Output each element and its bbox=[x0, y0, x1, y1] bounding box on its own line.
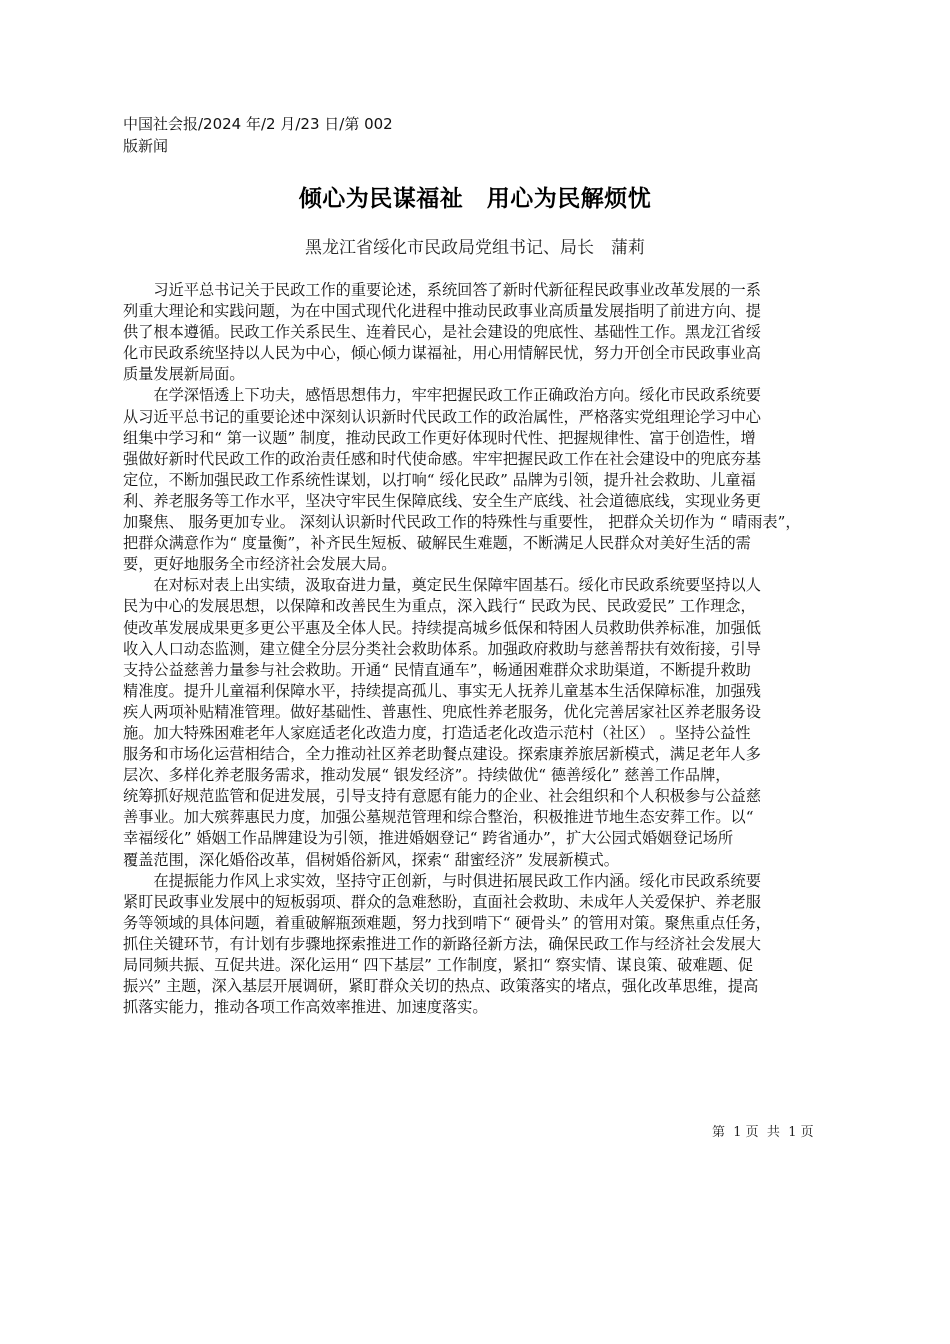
article-title: 倾心为民谋福祉 用心为民解烦忧 bbox=[298, 186, 652, 212]
article-byline: 黑龙江省绥化市民政局党组书记、局长 蒲莉 bbox=[305, 238, 645, 258]
text-line: 民为中心的发展思想，以保障和改善民生为重点，深入践行“ 民政为民、民政爱民” 工作理念， bbox=[123, 597, 756, 616]
text-line: 使改革发展成果更多更公平惠及全体人民。持续提高城乡低保和特困人员救助供养标准，加强低 bbox=[123, 618, 761, 637]
page-indicator: 第 1 页 共 1 页 bbox=[712, 1125, 814, 1140]
paragraph-4 bbox=[123, 871, 843, 1019]
text-line: 质量发展新局面。 bbox=[123, 365, 245, 384]
text-line: 施。加大特殊困难老年人家庭适老化改造力度，打造适老化改造示范村（社区） 。坚持公益性 bbox=[123, 723, 751, 742]
text-line: 定位，不断加强民政工作系统性谋划，以打响“ 绥化民政” 品牌为引领，提升社会救助、儿童福 bbox=[123, 470, 756, 489]
text-line: 紧盯民政事业发展中的短板弱项、群众的急难愁盼，直面社会救助、未成年人关爱保护、养老服 bbox=[123, 892, 761, 911]
text-line: 加聚焦、 服务更加专业。 深刻认识新时代民政工作的特殊性与重要性， 把群众关切作为 “ 晴雨表”， bbox=[123, 513, 801, 532]
text-line: 收入人口动态监测，建立健全分层分类社会救助体系。加强政府救助与慈善帮扶有效衔接，引导 bbox=[123, 639, 761, 658]
text-line: 在对标对表上出实绩，汲取奋进力量，奠定民生保障牢固基石。绥化市民政系统要坚持以人 bbox=[123, 576, 761, 595]
text-line: 组集中学习和“ 第一议题” 制度，推动民政工作更好体现时代性、把握规律性、富于创造性，增 bbox=[123, 428, 756, 447]
text-line: 善事业。加大殡葬惠民力度，加强公墓规范管理和综合整治，积极推进节地生态安葬工作。以“ bbox=[123, 808, 754, 827]
text-line: 疾人两项补贴精准管理。做好基础性、普惠性、兜底性养老服务，优化完善居家社区养老服务设 bbox=[123, 702, 761, 721]
text-line: 在学深悟透上下功夫，感悟思想伟力，牢牢把握民政工作正确政治方向。绥化市民政系统要 bbox=[123, 386, 761, 405]
text-line: 利、养老服务等工作水平，坚决守牢民生保障底线、安全生产底线、社会道德底线，实现业务更 bbox=[123, 491, 761, 510]
text-line: 层次、多样化养老服务需求，推动发展“ 银发经济”。持续做优“ 德善绥化” 慈善工作品牌， bbox=[123, 766, 731, 785]
text-line: 服务和市场化运营相结合，全力推动社区养老助餐点建设。探索康养旅居新模式，满足老年人多 bbox=[123, 745, 761, 764]
source-line-2: 版新闻 bbox=[123, 137, 169, 155]
text-line: 覆盖范围，深化婚俗改革，倡树婚俗新风，探索“ 甜蜜经济” 发展新模式。 bbox=[123, 850, 619, 869]
text-line: 统筹抓好规范监管和促进发展，引导支持有意愿有能力的企业、社会组织和个人积极参与公益慈 bbox=[123, 787, 761, 806]
text-line: 习近平总书记关于民政工作的重要论述，系统回答了新时代新征程民政事业改革发展的一系 bbox=[123, 281, 761, 299]
paragraph-2 bbox=[123, 385, 843, 575]
text-line: 强做好新时代民政工作的政治责任感和时代使命感。牢牢把握民政工作在社会建设中的兜底夯基 bbox=[123, 449, 761, 468]
paragraph-1 bbox=[123, 280, 843, 385]
text-line: 振兴” 主题，深入基层开展调研，紧盯群众关切的热点、政策落实的堵点，强化改革思维，提高 bbox=[123, 977, 759, 996]
text-line: 支持公益慈善力量参与社会救助。开通“ 民情直通车”，畅通困难群众求助渠道，不断提升救助 bbox=[123, 660, 751, 679]
text-line: 列重大理论和实践问题，为在中国式现代化进程中推动民政事业高质量发展指明了前进方向、提 bbox=[123, 302, 761, 321]
text-line: 抓落实能力，推动各项工作高效率推进、加速度落实。 bbox=[123, 998, 488, 1017]
text-line: 幸福绥化” 婚姻工作品牌建设为引领，推进婚姻登记“ 跨省通办”，扩大公园式婚姻登记场所 bbox=[123, 829, 734, 848]
text-line: 化市民政系统坚持以人民为中心，倾心倾力谋福祉，用心用情解民忧，努力开创全市民政事业高 bbox=[123, 344, 761, 363]
text-line: 要，更好地服务全市经济社会发展大局。 bbox=[123, 555, 397, 574]
text-line: 从习近平总书记的重要论述中深刻认识新时代民政工作的政治属性，严格落实党组理论学习中心 bbox=[123, 407, 761, 426]
source-citation bbox=[123, 113, 423, 157]
article-body bbox=[123, 280, 843, 1018]
text-line: 在提振能力作风上求实效，坚持守正创新，与时俱进拓展民政工作内涵。绥化市民政系统要 bbox=[123, 871, 761, 890]
source-line-1: 中国社会报/2024 年/2 月/23 日/第 002 bbox=[123, 115, 393, 133]
text-line: 供了根本遵循。民政工作关系民生、连着民心，是社会建设的兜底性、基础性工作。黑龙江省绥 bbox=[123, 323, 761, 342]
text-line: 务等领域的具体问题，着重破解瓶颈难题，努力找到啃下“ 硬骨头” 的管用对策。聚焦重点任务， bbox=[123, 913, 771, 932]
text-line: 精准度。提升儿童福利保障水平，持续提高孤儿、事实无人抚养儿童基本生活保障标准，加强残 bbox=[123, 681, 761, 700]
text-line: 局同频共振、互促共进。深化运用“ 四下基层” 工作制度，紧扣“ 察实情、谋良策、破难题、促 bbox=[123, 956, 754, 974]
text-line: 把群众满意作为“ 度量衡”，补齐民生短板、破解民生难题，不断满足人民群众对美好生活的需 bbox=[123, 534, 751, 553]
paragraph-3 bbox=[123, 575, 843, 870]
text-line: 抓住关键环节，有计划有步骤地探索推进工作的新路径新方法，确保民政工作与经济社会发展大 bbox=[123, 934, 761, 953]
